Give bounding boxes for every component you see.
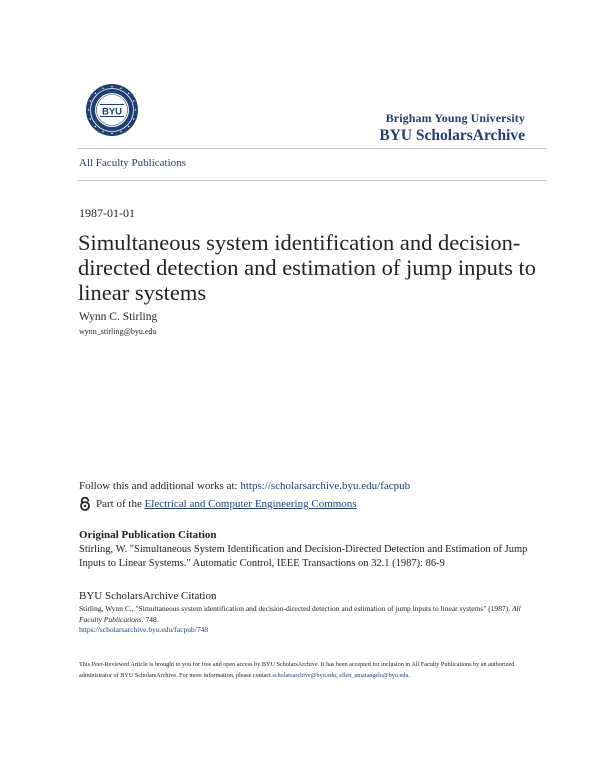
author-email: wynn_stirling@byu.edu [79, 327, 157, 336]
contact-email-link-2[interactable]: ellen_amatangelo@byu.edu [339, 671, 409, 679]
follow-prefix: Follow this and additional works at: [79, 480, 241, 492]
byu-citation-heading: BYU ScholarsArchive Citation [79, 590, 217, 602]
footer-end: . [408, 671, 411, 679]
contact-email-link-1[interactable]: scholarsarchive@byu.edu [272, 671, 337, 679]
part-prefix: Part of the [96, 498, 142, 510]
byu-seal-logo [85, 83, 139, 137]
university-name: Brigham Young University [385, 111, 525, 125]
byu-citation-main: Stirling, Wynn C., "Simultaneous system identification and decision-directed detection and estimation of jump inputs to linear systems" (1987). [79, 604, 512, 613]
footer-notice [79, 660, 519, 681]
footer-text: This Peer-Reviewed Article is brought to you for free and open access by BYU ScholarsArchive. It has been accepted for inclusion in All Faculty Publications by an authorized administrator of BYU ScholarsArchive. For more information, please contact [79, 661, 515, 679]
original-citation-heading: Original Publication Citation [79, 529, 217, 541]
byu-citation-number: . 748. [141, 614, 159, 624]
author-name: Wynn C. Stirling [79, 311, 158, 323]
publication-date: 1987-01-01 [79, 206, 135, 220]
series-link[interactable]: All Faculty Publications [79, 157, 186, 169]
article-url-link[interactable]: https://scholarsarchive.byu.edu/facpub/748 [79, 625, 209, 634]
header-divider [78, 148, 547, 149]
institution-block [379, 111, 525, 145]
byu-citation-text [79, 604, 544, 636]
footer-separator: , [336, 671, 340, 679]
byu-citation-series: All Faculty Publications [79, 604, 521, 624]
seal-text: BYU [101, 106, 123, 118]
original-citation-text: Stirling, W. "Simultaneous System Identification and Decision-Directed Detection and Estimation of Jump Inputs to Linear Systems." Automatic Control, IEEE Transactions on 32.1 (1987): 86-9 [79, 544, 528, 569]
collection-url-link[interactable]: https://scholarsarchive.byu.edu/facpub [240, 480, 411, 492]
archive-name[interactable]: BYU ScholarsArchive [379, 127, 525, 144]
open-access-icon [79, 497, 91, 511]
commons-link[interactable]: Electrical and Computer Engineering Commons [144, 498, 357, 510]
article-title: Simultaneous system identification and decision-directed detection and estimation of jump inputs to linear systems [78, 230, 537, 305]
series-divider [78, 180, 547, 181]
follow-line [79, 480, 410, 492]
part-of-line [79, 497, 357, 511]
